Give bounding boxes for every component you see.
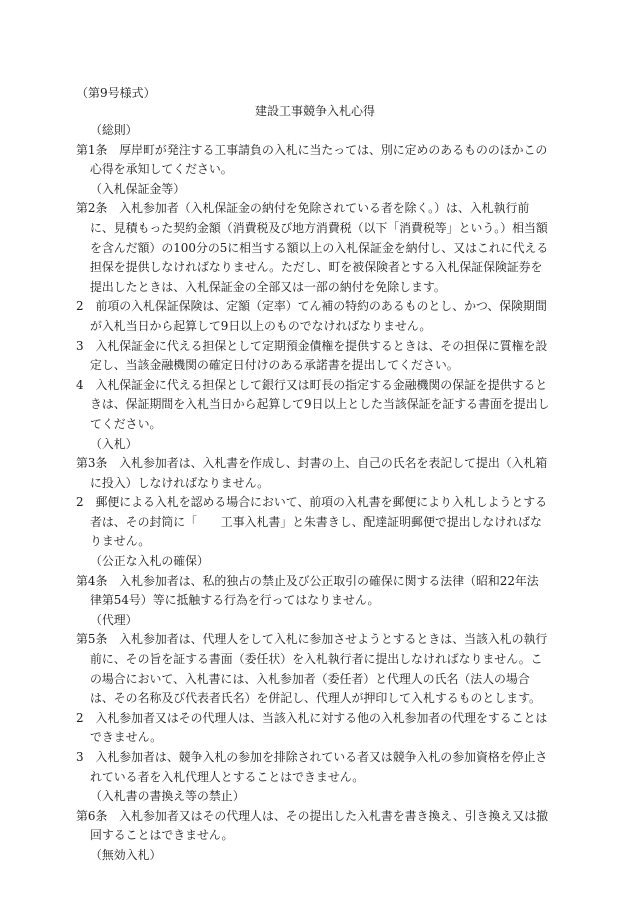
article-number: 第6条 — [76, 808, 108, 823]
article-paragraph — [76, 376, 550, 435]
document-title: 建設工事競争入札心得 — [254, 104, 375, 118]
article-text: 入札参加者は、私的独占の禁止及び公正取引の確保に関する法律（昭和22年法律第54号）等に抵触する行為を行ってはなりません。 — [90, 573, 539, 608]
article-number: 2 — [76, 710, 84, 725]
article-paragraph — [76, 493, 550, 552]
section-heading: （公正な入札の確保） — [90, 554, 209, 569]
article-paragraph — [76, 748, 550, 787]
section-heading: （入札書の書換え等の禁止） — [90, 789, 245, 804]
document-body — [76, 121, 550, 866]
section-heading: （入札） — [90, 436, 138, 451]
article-paragraph — [76, 199, 550, 297]
article-paragraph — [76, 337, 550, 376]
article-text: 入札参加者は、代理人をして入札に参加させようとするときは、当該入札の執行前に、その旨を証する書面（委任状）を入札執行者に提出しなければなりません。この場合において、入札書には、入札参加者（委任者）と代理人の氏名（法人の場合は、その名称及び代表者氏名）を併記し、代理人が押印して入札するものとします。 — [90, 632, 548, 706]
article-text: 入札参加者又はその代理人は、その提出した入札書を書き換え、引き換え又は撤回することはできません。 — [90, 808, 549, 843]
article-paragraph — [76, 297, 550, 336]
article-number: 3 — [76, 338, 84, 353]
article-text: 入札参加者（入札保証金の納付を免除されている者を除く。）は、入札執行前に、見積もった契約金額（消費税及び地方消費税（以下「消費税等」という。）相当額を含んだ額）の100分の5に相当する額以上の入札保証金を納付し、又はこれに代える担保を提供しなければなりません。ただし、町を被保険者とする入札保証保険証券を提出したときは、入札保証金の全部又は一部の納付を免除します。 — [90, 201, 549, 294]
article-paragraph — [76, 572, 550, 611]
article-number: 第5条 — [76, 632, 108, 647]
article-paragraph — [76, 630, 550, 708]
article-number: 2 — [76, 495, 84, 510]
section-heading: （総則） — [90, 123, 138, 137]
article-text: 入札保証金に代える担保として定期預金債権を提供するときは、その担保に質権を設定し、当該金融機関の確定日付けのある承諾書を提出してください。 — [83, 338, 548, 373]
article-text: 入札参加者又はその代理人は、当該入札に対する他の入札参加者の代理をすることはできません。 — [83, 710, 548, 745]
section-heading: （代理） — [90, 612, 138, 627]
section-heading: （無効入札） — [90, 847, 162, 862]
article-paragraph — [76, 807, 550, 846]
article-number: 第2条 — [76, 201, 108, 216]
form-number-label: （第9号様式） — [76, 86, 156, 100]
section-heading: （入札保証金等） — [90, 181, 186, 196]
article-number: 3 — [76, 750, 84, 764]
article-text: 郵便による入札を認める場合において、前項の入札書を郵便により入札しようとする者は、その封筒に「 工事入札書」と朱書きし、配達証明郵便で提出しなければなりません。 — [83, 495, 548, 549]
article-number: 第3条 — [76, 456, 108, 471]
article-number: 2 — [76, 299, 84, 314]
article-number: 第4条 — [76, 573, 108, 588]
article-number: 第1条 — [76, 142, 108, 157]
article-text: 入札保証金に代える担保として銀行又は町長の指定する金融機関の保証を提供するときは、保証期間を入札当日から起算して9日以上とした当該保証を証する書面を提出してください。 — [83, 377, 550, 431]
article-text: 入札参加者は、競争入札の参加を排除されている者又は競争入札の参加資格を停止されている者を入札代理人とすることはできません。 — [83, 750, 548, 784]
article-text: 厚岸町が発注する工事請負の入札に当たっては、別に定めのあるもののほかこの心得を承知してください。 — [90, 142, 548, 177]
article-paragraph — [76, 141, 550, 180]
article-text: 入札参加者は、入札書を作成し、封書の上、自己の氏名を表記して提出（入札箱に投入）しなければなりません。 — [90, 456, 548, 490]
article-text: 前項の入札保証保険は、定額（定率）てん補の特約のあるものとし、かつ、保険期間が入札当日から起算して9日以上のものでなければなりません。 — [83, 299, 547, 333]
article-paragraph — [76, 454, 550, 493]
article-paragraph — [76, 709, 550, 748]
article-number: 4 — [76, 377, 84, 392]
